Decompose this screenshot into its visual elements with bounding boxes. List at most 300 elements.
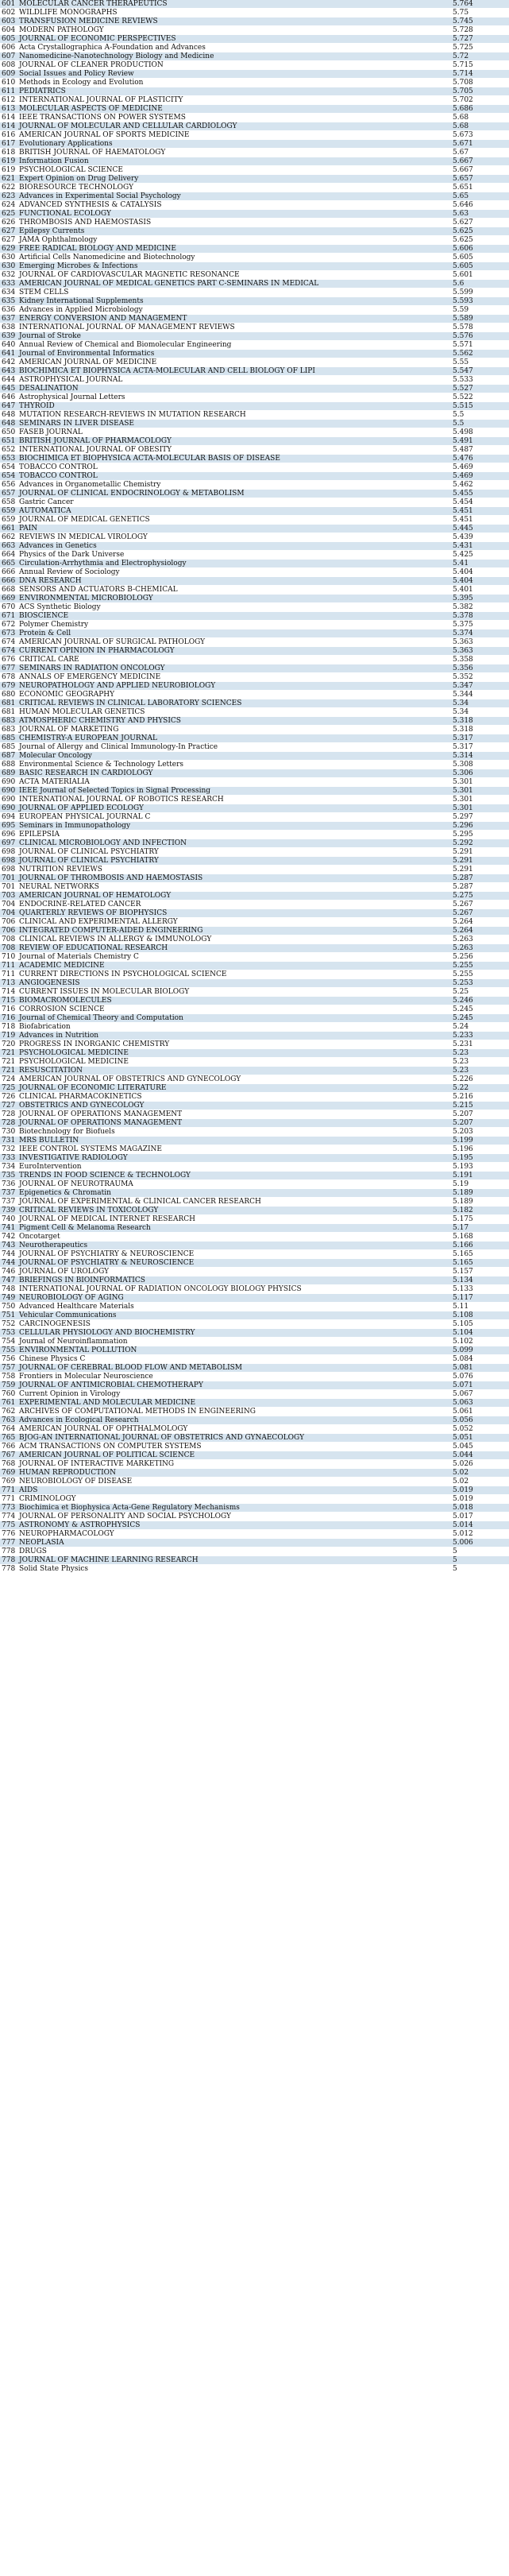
table-row <box>0 289 509 297</box>
table-row <box>0 988 509 997</box>
rank-cell: 690 <box>0 796 17 804</box>
table-row <box>0 1495 509 1504</box>
rank-cell: 632 <box>0 271 17 280</box>
rank-cell: 612 <box>0 96 17 105</box>
score-cell: 5.255 <box>451 970 509 979</box>
table-row <box>0 1346 509 1355</box>
score-cell: 5.578 <box>451 323 509 332</box>
rank-cell: 650 <box>0 428 17 437</box>
journal-title-cell: TRANSFUSION MEDICINE REVIEWS <box>17 17 451 26</box>
journal-title-cell: JOURNAL OF APPLIED ECOLOGY <box>17 804 451 813</box>
journal-title-cell: NEURAL NETWORKS <box>17 883 451 892</box>
score-cell: 5.246 <box>451 997 509 1005</box>
score-cell: 5 <box>451 1548 509 1556</box>
rank-cell: 718 <box>0 1023 17 1032</box>
table-row <box>0 1250 509 1259</box>
table-row <box>0 542 509 551</box>
journal-title-cell: MRS BULLETIN <box>17 1137 451 1145</box>
rank-cell: 668 <box>0 586 17 595</box>
journal-title-cell: Pigment Cell & Melanoma Research <box>17 1224 451 1233</box>
score-cell: 5.296 <box>451 822 509 831</box>
rank-cell: 711 <box>0 970 17 979</box>
journal-title-cell: FASEB JOURNAL <box>17 428 451 437</box>
table-row <box>0 874 509 883</box>
rank-cell: 641 <box>0 350 17 358</box>
score-cell: 5.076 <box>451 1373 509 1381</box>
journal-title-cell: SEMINARS IN LIVER DISEASE <box>17 420 451 428</box>
table-row <box>0 1242 509 1250</box>
journal-title-cell: NEUROBIOLOGY OF DISEASE <box>17 1478 451 1486</box>
journal-title-cell: ECONOMIC GEOGRAPHY <box>17 691 451 699</box>
journal-title-cell: DESALINATION <box>17 385 451 393</box>
score-cell: 5.045 <box>451 1443 509 1451</box>
rank-cell: 677 <box>0 664 17 673</box>
rank-cell: 747 <box>0 1276 17 1285</box>
journal-title-cell: AMERICAN JOURNAL OF POLITICAL SCIENCE <box>17 1451 451 1460</box>
table-row <box>0 1145 509 1154</box>
rank-cell: 746 <box>0 1268 17 1276</box>
journal-title-cell: Advances in Nutrition <box>17 1032 451 1040</box>
rank-cell: 648 <box>0 411 17 420</box>
score-cell: 5.451 <box>451 507 509 516</box>
score-cell: 5.297 <box>451 813 509 822</box>
score-cell: 5.306 <box>451 769 509 778</box>
journal-title-cell: ENDOCRINE-RELATED CANCER <box>17 901 451 909</box>
journal-title-cell: BASIC RESEARCH IN CARDIOLOGY <box>17 769 451 778</box>
table-row <box>0 621 509 629</box>
score-cell: 5.352 <box>451 673 509 682</box>
journal-title-cell: Epigenetics & Chromatin <box>17 1189 451 1198</box>
rank-cell: 721 <box>0 1058 17 1067</box>
score-cell: 5.462 <box>451 481 509 490</box>
table-row <box>0 612 509 621</box>
score-cell: 5.527 <box>451 385 509 393</box>
table-row <box>0 1189 509 1198</box>
journal-title-cell: Environmental Science & Technology Letters <box>17 761 451 769</box>
table-row <box>0 52 509 61</box>
table-row <box>0 822 509 831</box>
table-row <box>0 1364 509 1373</box>
score-cell: 5.191 <box>451 1172 509 1180</box>
table-row <box>0 883 509 892</box>
score-cell: 5.314 <box>451 752 509 761</box>
table-row <box>0 769 509 778</box>
table-row <box>0 1163 509 1172</box>
table-row <box>0 1521 509 1530</box>
table-row <box>0 1539 509 1548</box>
rank-cell: 697 <box>0 839 17 848</box>
journal-title-cell: NEOPLASIA <box>17 1539 451 1548</box>
table-row <box>0 595 509 603</box>
score-cell: 5.625 <box>451 227 509 236</box>
journal-title-cell: IEEE TRANSACTIONS ON POWER SYSTEMS <box>17 114 451 122</box>
rank-cell: 744 <box>0 1259 17 1268</box>
journal-title-cell: CORROSION SCIENCE <box>17 1005 451 1014</box>
rank-cell: 758 <box>0 1373 17 1381</box>
table-row <box>0 1486 509 1495</box>
score-cell: 5.165 <box>451 1250 509 1259</box>
rank-cell: 741 <box>0 1224 17 1233</box>
score-cell: 5.166 <box>451 1242 509 1250</box>
journal-title-cell: THYROID <box>17 402 451 411</box>
rank-cell: 606 <box>0 44 17 52</box>
table-row <box>0 743 509 752</box>
journal-title-cell: Acta Crystallographica A-Foundation and Advances <box>17 44 451 52</box>
rank-cell: 673 <box>0 629 17 638</box>
journal-title-cell: Physics of the Dark Universe <box>17 551 451 560</box>
score-cell: 5.018 <box>451 1504 509 1513</box>
score-cell: 5.601 <box>451 271 509 280</box>
rank-cell: 734 <box>0 1163 17 1172</box>
score-cell: 5.75 <box>451 9 509 17</box>
journal-title-cell: JOURNAL OF CARDIOVASCULAR MAGNETIC RESONANCE <box>17 271 451 280</box>
journal-title-cell: BIOMACROMOLECULES <box>17 997 451 1005</box>
score-cell: 5.117 <box>451 1294 509 1303</box>
journal-title-cell: Advances in Genetics <box>17 542 451 551</box>
rank-cell: 730 <box>0 1128 17 1137</box>
rank-cell: 767 <box>0 1451 17 1460</box>
score-cell: 5.017 <box>451 1513 509 1521</box>
score-cell: 5 <box>451 1556 509 1565</box>
rank-cell: 681 <box>0 708 17 717</box>
score-cell: 5.012 <box>451 1530 509 1539</box>
journal-title-cell: INVESTIGATIVE RADIOLOGY <box>17 1154 451 1163</box>
rank-cell: 611 <box>0 87 17 96</box>
score-cell: 5.308 <box>451 761 509 769</box>
rank-cell: 637 <box>0 315 17 323</box>
table-row <box>0 1276 509 1285</box>
rank-cell: 695 <box>0 822 17 831</box>
score-cell: 5.667 <box>451 166 509 175</box>
journal-title-cell: CRITICAL REVIEWS IN CLINICAL LABORATORY SCIENCES <box>17 699 451 708</box>
table-row <box>0 1233 509 1242</box>
journal-title-cell: JOURNAL OF MEDICAL GENETICS <box>17 516 451 525</box>
rank-cell: 740 <box>0 1215 17 1224</box>
table-row <box>0 603 509 612</box>
rank-cell: 739 <box>0 1207 17 1215</box>
score-cell: 5.55 <box>451 358 509 367</box>
journal-title-cell: AIDS <box>17 1486 451 1495</box>
journal-title-cell: BIOCHIMICA ET BIOPHYSICA ACTA-MOLECULAR BASIS OF DISEASE <box>17 455 451 463</box>
rank-cell: 642 <box>0 358 17 367</box>
rank-cell: 701 <box>0 883 17 892</box>
rank-cell: 629 <box>0 245 17 254</box>
table-row <box>0 166 509 175</box>
rank-cell: 759 <box>0 1381 17 1390</box>
score-cell: 5.317 <box>451 734 509 743</box>
rank-cell: 679 <box>0 682 17 691</box>
journal-title-cell: BIOSCIENCE <box>17 612 451 621</box>
score-cell: 5.451 <box>451 516 509 525</box>
journal-title-cell: Current Opinion in Virology <box>17 1390 451 1399</box>
rank-cell: 613 <box>0 105 17 114</box>
score-cell: 5.317 <box>451 743 509 752</box>
rank-cell: 714 <box>0 988 17 997</box>
journal-title-cell: AMERICAN JOURNAL OF SPORTS MEDICINE <box>17 131 451 140</box>
score-cell: 5.5 <box>451 420 509 428</box>
table-row <box>0 997 509 1005</box>
score-cell: 5.275 <box>451 892 509 901</box>
table-row <box>0 1137 509 1145</box>
journal-title-cell: MUTATION RESEARCH-REVIEWS IN MUTATION RESEARCH <box>17 411 451 420</box>
table-row <box>0 1355 509 1364</box>
rank-cell: 608 <box>0 61 17 70</box>
journal-title-cell: JOURNAL OF CEREBRAL BLOOD FLOW AND METABOLISM <box>17 1364 451 1373</box>
rank-cell: 688 <box>0 761 17 769</box>
table-row <box>0 472 509 481</box>
score-cell: 5.68 <box>451 114 509 122</box>
score-cell: 5.68 <box>451 122 509 131</box>
journal-title-cell: CLINICAL PHARMACOKINETICS <box>17 1093 451 1102</box>
score-cell: 5.193 <box>451 1163 509 1172</box>
score-cell: 5.454 <box>451 498 509 507</box>
table-row <box>0 734 509 743</box>
rank-cell: 748 <box>0 1285 17 1294</box>
score-cell: 5.5 <box>451 411 509 420</box>
score-cell: 5.102 <box>451 1338 509 1346</box>
rank-cell: 769 <box>0 1469 17 1478</box>
journal-title-cell: ENVIRONMENTAL MICROBIOLOGY <box>17 595 451 603</box>
journal-title-cell: ENERGY CONVERSION AND MANAGEMENT <box>17 315 451 323</box>
journal-title-cell: ATMOSPHERIC CHEMISTRY AND PHYSICS <box>17 717 451 726</box>
rank-cell: 605 <box>0 35 17 44</box>
rank-cell: 716 <box>0 1014 17 1023</box>
journal-title-cell: Biotechnology for Biofuels <box>17 1128 451 1137</box>
rank-cell: 708 <box>0 935 17 944</box>
score-cell: 5.287 <box>451 874 509 883</box>
score-cell: 5.267 <box>451 909 509 918</box>
score-cell: 5.599 <box>451 289 509 297</box>
table-row <box>0 1443 509 1451</box>
score-cell: 5.439 <box>451 533 509 542</box>
journal-title-cell: NUTRITION REVIEWS <box>17 866 451 874</box>
rank-cell: 654 <box>0 472 17 481</box>
journal-title-cell: JOURNAL OF ECONOMIC LITERATURE <box>17 1084 451 1093</box>
table-row <box>0 673 509 682</box>
journal-title-cell: OBSTETRICS AND GYNECOLOGY <box>17 1102 451 1110</box>
score-cell: 5.19 <box>451 1180 509 1189</box>
score-cell: 5.728 <box>451 26 509 35</box>
journal-title-cell: ACADEMIC MEDICINE <box>17 962 451 970</box>
journal-title-cell: Social Issues and Policy Review <box>17 70 451 79</box>
score-cell: 5.11 <box>451 1303 509 1311</box>
table-row <box>0 560 509 568</box>
score-cell: 5.533 <box>451 376 509 385</box>
score-cell: 5.196 <box>451 1145 509 1154</box>
score-cell: 5.02 <box>451 1469 509 1478</box>
journal-title-cell: Epilepsy Currents <box>17 227 451 236</box>
table-row <box>0 944 509 953</box>
journal-title-cell: Nanomedicine-Nanotechnology Biology and Medicine <box>17 52 451 61</box>
rank-cell: 609 <box>0 70 17 79</box>
score-cell: 5.657 <box>451 175 509 184</box>
table-row <box>0 428 509 437</box>
rank-cell: 762 <box>0 1408 17 1416</box>
journal-title-cell: AMERICAN JOURNAL OF HEMATOLOGY <box>17 892 451 901</box>
table-row <box>0 866 509 874</box>
score-cell: 5.226 <box>451 1075 509 1084</box>
rank-cell: 659 <box>0 516 17 525</box>
journal-title-cell: EUROPEAN PHYSICAL JOURNAL C <box>17 813 451 822</box>
table-row <box>0 804 509 813</box>
journal-title-cell: REVIEWS IN MEDICAL VIROLOGY <box>17 533 451 542</box>
rank-cell: 715 <box>0 997 17 1005</box>
score-cell: 5.363 <box>451 647 509 656</box>
score-cell: 5.547 <box>451 367 509 376</box>
table-row <box>0 1067 509 1075</box>
journal-title-cell: JOURNAL OF PSYCHIATRY & NEUROSCIENCE <box>17 1259 451 1268</box>
journal-title-cell: DRUGS <box>17 1548 451 1556</box>
journal-title-cell: BRITISH JOURNAL OF HAEMATOLOGY <box>17 149 451 157</box>
journal-title-cell: Biochimica et Biophysica Acta-Gene Regulatory Mechanisms <box>17 1504 451 1513</box>
rank-cell: 690 <box>0 778 17 787</box>
score-cell: 5.59 <box>451 306 509 315</box>
journal-title-cell: IEEE CONTROL SYSTEMS MAGAZINE <box>17 1145 451 1154</box>
table-row <box>0 219 509 227</box>
table-row <box>0 446 509 455</box>
score-cell: 5.133 <box>451 1285 509 1294</box>
rank-cell: 671 <box>0 612 17 621</box>
score-cell: 5.231 <box>451 1040 509 1049</box>
table-row <box>0 629 509 638</box>
score-cell: 5.168 <box>451 1233 509 1242</box>
score-cell: 5.378 <box>451 612 509 621</box>
score-cell: 5.356 <box>451 664 509 673</box>
rank-cell: 674 <box>0 638 17 647</box>
journal-title-cell: JOURNAL OF MACHINE LEARNING RESEARCH <box>17 1556 451 1565</box>
rank-cell: 731 <box>0 1137 17 1145</box>
journal-title-cell: PROGRESS IN INORGANIC CHEMISTRY <box>17 1040 451 1049</box>
table-row <box>0 1180 509 1189</box>
rank-cell: 778 <box>0 1556 17 1565</box>
score-cell: 5.134 <box>451 1276 509 1285</box>
journal-title-cell: Annual Review of Chemical and Biomolecular Engineering <box>17 341 451 350</box>
journal-title-cell: IEEE Journal of Selected Topics in Signal Processing <box>17 787 451 796</box>
rank-cell: 698 <box>0 866 17 874</box>
table-row <box>0 1408 509 1416</box>
table-row <box>0 79 509 87</box>
score-cell: 5.189 <box>451 1189 509 1198</box>
rank-cell: 685 <box>0 743 17 752</box>
table-row <box>0 498 509 507</box>
table-row <box>0 367 509 376</box>
rank-cell: 727 <box>0 1102 17 1110</box>
journal-title-cell: Polymer Chemistry <box>17 621 451 629</box>
score-cell: 5.646 <box>451 201 509 210</box>
score-cell: 5.052 <box>451 1425 509 1434</box>
table-row <box>0 787 509 796</box>
score-cell: 5.24 <box>451 1023 509 1032</box>
journal-title-cell: Vehicular Communications <box>17 1311 451 1320</box>
score-cell: 5.044 <box>451 1451 509 1460</box>
table-row <box>0 35 509 44</box>
rank-cell: 645 <box>0 385 17 393</box>
journal-title-cell: JOURNAL OF PERSONALITY AND SOCIAL PSYCHOLOGY <box>17 1513 451 1521</box>
score-cell: 5.382 <box>451 603 509 612</box>
journal-title-cell: BJOG-AN INTERNATIONAL JOURNAL OF OBSTETRICS AND GYNAECOLOGY <box>17 1434 451 1443</box>
journal-title-cell: Oncotarget <box>17 1233 451 1242</box>
rank-cell: 634 <box>0 289 17 297</box>
score-cell: 5.207 <box>451 1119 509 1128</box>
score-cell: 5.593 <box>451 297 509 306</box>
table-row <box>0 1338 509 1346</box>
table-row <box>0 1303 509 1311</box>
journal-title-cell: Protein & Cell <box>17 629 451 638</box>
rank-cell: 665 <box>0 560 17 568</box>
journal-title-cell: Advances in Applied Microbiology <box>17 306 451 315</box>
rank-cell: 657 <box>0 490 17 498</box>
rank-cell: 618 <box>0 149 17 157</box>
rank-cell: 603 <box>0 17 17 26</box>
rank-cell: 713 <box>0 979 17 988</box>
score-cell: 5.395 <box>451 595 509 603</box>
journal-title-cell: CURRENT ISSUES IN MOLECULAR BIOLOGY <box>17 988 451 997</box>
score-cell: 5.627 <box>451 219 509 227</box>
score-cell: 5.72 <box>451 52 509 61</box>
score-cell: 5.404 <box>451 568 509 577</box>
journal-title-cell: JAMA Ophthalmology <box>17 236 451 245</box>
table-row <box>0 962 509 970</box>
rank-cell: 640 <box>0 341 17 350</box>
journal-title-cell: MOLECULAR ASPECTS OF MEDICINE <box>17 105 451 114</box>
table-row <box>0 1548 509 1556</box>
score-cell: 5.067 <box>451 1390 509 1399</box>
score-cell: 5.263 <box>451 935 509 944</box>
score-cell: 5.199 <box>451 1137 509 1145</box>
rank-cell: 704 <box>0 909 17 918</box>
table-row <box>0 140 509 149</box>
journal-title-cell: AMERICAN JOURNAL OF MEDICAL GENETICS PART C-SEMINARS IN MEDICAL <box>17 280 451 289</box>
table-row <box>0 1416 509 1425</box>
table-row <box>0 935 509 944</box>
rank-cell: 672 <box>0 621 17 629</box>
table-row <box>0 857 509 866</box>
score-cell: 5.344 <box>451 691 509 699</box>
table-row <box>0 1005 509 1014</box>
journal-title-cell: ACM TRANSACTIONS ON COMPUTER SYSTEMS <box>17 1443 451 1451</box>
table-row <box>0 323 509 332</box>
score-cell: 5.431 <box>451 542 509 551</box>
score-cell: 5.498 <box>451 428 509 437</box>
table-row <box>0 1399 509 1408</box>
rank-cell: 644 <box>0 376 17 385</box>
journal-title-cell: PSYCHOLOGICAL MEDICINE <box>17 1049 451 1058</box>
score-cell: 5.264 <box>451 927 509 935</box>
table-row <box>0 1172 509 1180</box>
rank-cell: 774 <box>0 1513 17 1521</box>
score-cell: 5.264 <box>451 918 509 927</box>
score-cell: 5.764 <box>451 0 509 9</box>
rank-cell: 698 <box>0 848 17 857</box>
rank-cell: 733 <box>0 1154 17 1163</box>
rank-cell: 710 <box>0 953 17 962</box>
journal-title-cell: Journal of Neuroinflammation <box>17 1338 451 1346</box>
score-cell: 5.23 <box>451 1058 509 1067</box>
table-row <box>0 1049 509 1058</box>
rank-cell: 771 <box>0 1486 17 1495</box>
table-row <box>0 1451 509 1460</box>
table-row <box>0 254 509 262</box>
score-cell: 5.491 <box>451 437 509 446</box>
journal-title-cell: Methods in Ecology and Evolution <box>17 79 451 87</box>
table-row <box>0 114 509 122</box>
rank-cell: 652 <box>0 446 17 455</box>
journal-title-cell: JOURNAL OF OPERATIONS MANAGEMENT <box>17 1110 451 1119</box>
journal-title-cell: ASTRONOMY & ASTROPHYSICS <box>17 1521 451 1530</box>
score-cell: 5.25 <box>451 988 509 997</box>
journal-title-cell: FREE RADICAL BIOLOGY AND MEDICINE <box>17 245 451 254</box>
rank-cell: 752 <box>0 1320 17 1329</box>
